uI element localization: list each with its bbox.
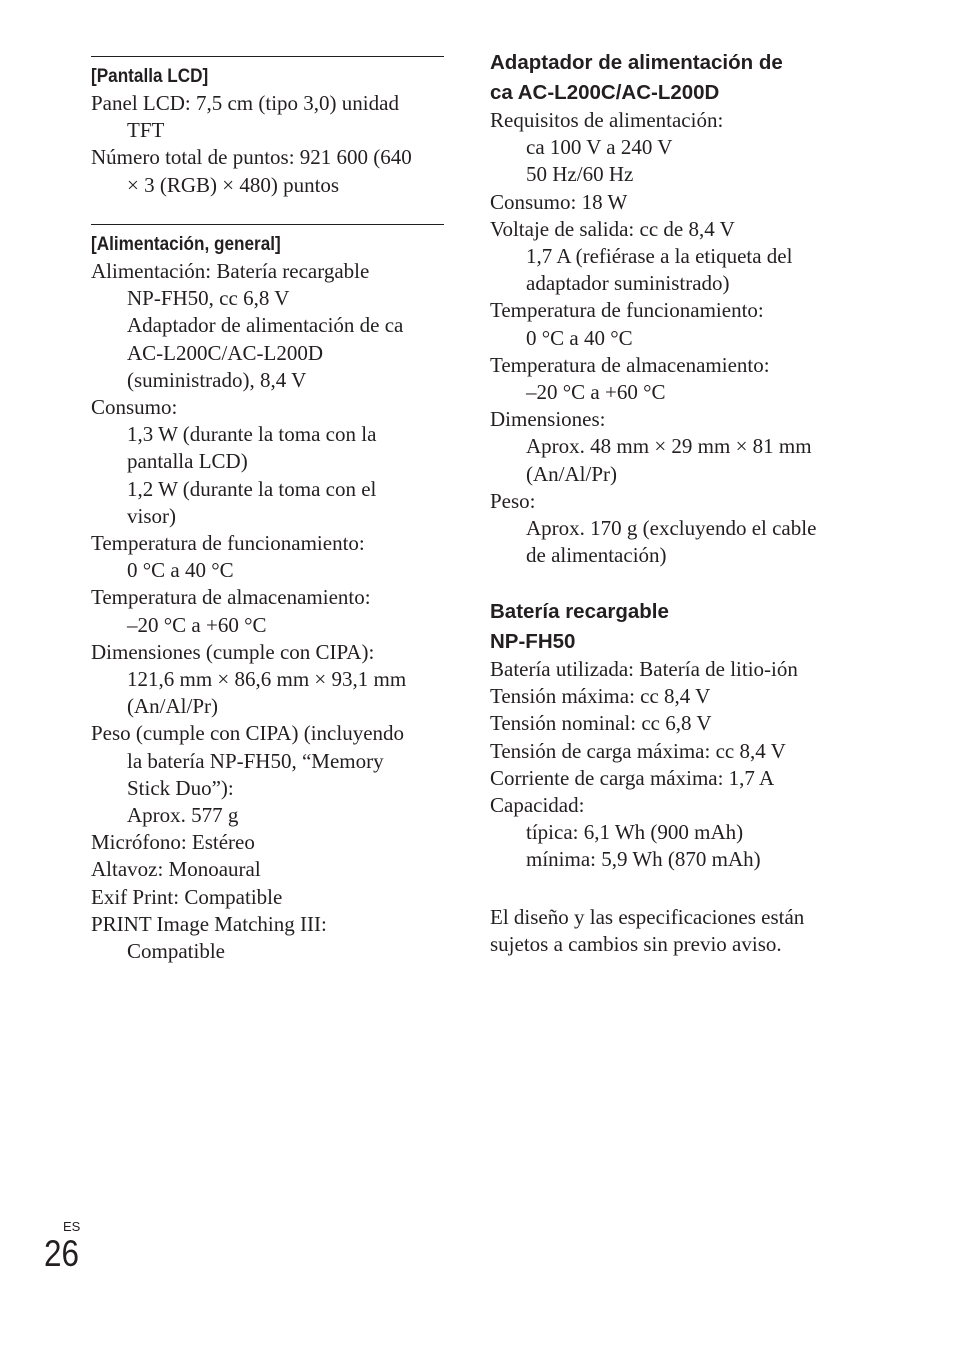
spec-line: 50 Hz/60 Hz [526, 162, 634, 187]
battery-heading-line-1: Batería recargable [490, 600, 669, 623]
spec-line: adaptador suministrado) [526, 271, 730, 296]
power-section [91, 224, 444, 965]
spec-line: –20 °C a +60 °C [526, 380, 666, 405]
spec-line: (suministrado), 8,4 V [127, 367, 307, 392]
spec-line: mínima: 5,9 Wh (870 mAh) [526, 847, 761, 872]
spec-line: pantalla LCD) [127, 449, 248, 474]
notice-line-2: sujetos a cambios sin previo aviso. [490, 932, 782, 957]
section-divider [91, 56, 444, 57]
spec-line: 0 °C a 40 °C [127, 558, 234, 583]
spec-line: Dimensiones (cumple con CIPA): [91, 639, 375, 664]
page-number: 26 [44, 1233, 79, 1274]
spec-line: ca 100 V a 240 V [526, 135, 673, 160]
spec-line: Altavoz: Monoaural [91, 857, 261, 882]
lcd-section [91, 56, 444, 199]
spec-line: Temperatura de funcionamiento: [91, 531, 365, 556]
spec-line: Corriente de carga máxima: 1,7 A [490, 765, 775, 790]
spec-line: AC-L200C/AC-L200D [127, 340, 323, 365]
spec-line: 1,2 W (durante la toma con el [127, 476, 377, 501]
notice-line-1: El diseño y las especificaciones están [490, 905, 805, 929]
section-divider [91, 224, 444, 225]
page-language-code: ES [63, 1219, 81, 1234]
battery-spec-list [490, 656, 798, 874]
lcd-spec-list [91, 90, 444, 199]
adapter-spec-list [490, 107, 816, 569]
spec-line: Alimentación: Batería recargable [91, 259, 370, 283]
spec-line: NP-FH50, cc 6,8 V [127, 286, 290, 311]
spec-line: Compatible [127, 939, 225, 964]
adapter-section [490, 48, 816, 569]
spec-line: 1,3 W (durante la toma con la [127, 422, 377, 447]
spec-line: (An/Al/Pr) [526, 461, 617, 486]
spec-line: Capacidad: [490, 793, 585, 818]
spec-line: Temperatura de funcionamiento: [490, 298, 764, 323]
spec-line: Consumo: 18 W [490, 189, 628, 214]
spec-line: Requisitos de alimentación: [490, 108, 724, 132]
spec-line: Aprox. 48 mm × 29 mm × 81 mm [526, 434, 812, 459]
spec-line: TFT [127, 118, 165, 143]
spec-line: Tensión máxima: cc 8,4 V [490, 684, 711, 709]
power-heading: [Alimentación, general] [91, 233, 281, 255]
spec-line: Temperatura de almacenamiento: [490, 352, 770, 377]
spec-line: Micrófono: Estéreo [91, 830, 255, 855]
lcd-heading: [Pantalla LCD] [91, 65, 209, 87]
spec-line: Stick Duo”): [127, 775, 234, 800]
spec-line: visor) [127, 503, 176, 528]
spec-line: –20 °C a +60 °C [127, 612, 267, 637]
adapter-heading-line-2: ca AC-L200C/AC-L200D [490, 80, 720, 104]
spec-line: Temperatura de almacenamiento: [91, 585, 371, 610]
spec-line: de alimentación) [526, 543, 667, 568]
spec-line: 0 °C a 40 °C [526, 325, 633, 350]
spec-line: Adaptador de alimentación de ca [127, 313, 404, 338]
spec-line: Dimensiones: [490, 407, 606, 432]
battery-heading-line-2: NP-FH50 [490, 629, 576, 653]
spec-line: × 3 (RGB) × 480) puntos [127, 172, 340, 197]
spec-line: Peso (cumple con CIPA) (incluyendo [91, 721, 405, 746]
spec-line: Consumo: [91, 395, 178, 420]
spec-line: Panel LCD: 7,5 cm (tipo 3,0) unidad [91, 91, 399, 115]
battery-section [490, 597, 798, 874]
notice [490, 904, 804, 958]
adapter-heading-line-1: Adaptador de alimentación de [490, 51, 783, 74]
spec-line: Número total de puntos: 921 600 (640 [91, 145, 412, 170]
spec-line: PRINT Image Matching III: [91, 911, 327, 936]
spec-line: Batería utilizada: Batería de litio-ión [490, 657, 798, 681]
spec-line: Tensión de carga máxima: cc 8,4 V [490, 738, 786, 763]
spec-line: 121,6 mm × 86,6 mm × 93,1 mm [127, 667, 407, 692]
spec-line: Aprox. 577 g [127, 803, 239, 828]
spec-line: Tensión nominal: cc 6,8 V [490, 711, 712, 736]
spec-line: típica: 6,1 Wh (900 mAh) [526, 820, 744, 845]
power-spec-list [91, 258, 444, 965]
spec-line: la batería NP-FH50, “Memory [127, 748, 384, 773]
spec-line: Voltaje de salida: cc de 8,4 V [490, 216, 735, 241]
spec-line: (An/Al/Pr) [127, 694, 218, 719]
spec-line: Exif Print: Compatible [91, 884, 283, 909]
spec-line: 1,7 A (refiérase a la etiqueta del [526, 244, 793, 269]
spec-line: Aprox. 170 g (excluyendo el cable [526, 516, 817, 541]
spec-line: Peso: [490, 488, 536, 513]
